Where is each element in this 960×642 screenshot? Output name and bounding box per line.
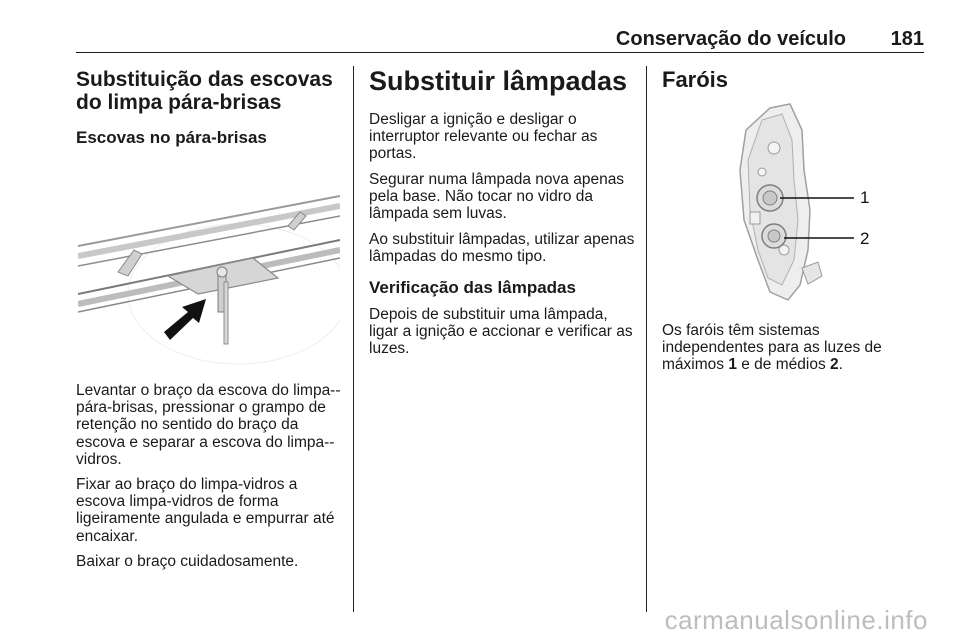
subheading-bulb-check: Verificação das lâmpadas xyxy=(369,278,576,297)
section-heading-wiper: Substituição das escovas do limpa pára-brisas xyxy=(76,68,333,114)
bulbs-paragraph-2: Segurar numa lâmpada nova apenas pela base. Não tocar no vidro da lâmpada sem luvas. xyxy=(369,171,625,223)
headlights-text-end: . xyxy=(838,356,843,374)
header-title: Conservação do veículo xyxy=(615,28,846,50)
section-heading-headlights: Faróis xyxy=(662,67,729,92)
headlights-paragraph xyxy=(662,322,924,374)
bulbs-paragraph-3: Ao substituir lâmpadas, utilizar apenas lâmpadas do mesmo tipo. xyxy=(369,231,635,266)
wiper-paragraph-3: Baixar o braço cuidadosamente. xyxy=(76,553,299,570)
bulbs-paragraph-4: Depois de substituir uma lâmpada, ligar a ignição e accionar e verificar as luzes. xyxy=(369,306,633,358)
column-divider-1 xyxy=(353,66,354,612)
column-divider-2 xyxy=(646,66,647,612)
subheading-windscreen-wipers: Escovas no pára-brisas xyxy=(76,128,267,147)
headlights-text-mid: e de médios xyxy=(736,356,831,374)
wiper-paragraph-2: Fixar ao braço do limpa-vidros a escova limpa-vidros de forma ligeiramente angulada e empurrar até encaixar. xyxy=(76,476,335,545)
headlights-bold-1: 1 xyxy=(728,356,737,374)
section-heading-bulbs: Substituir lâmpadas xyxy=(369,66,628,96)
page-header xyxy=(76,26,924,53)
callout-label-2: 2 xyxy=(860,229,870,248)
watermark: carmanualsonline.info xyxy=(664,605,928,635)
headlights-bold-2: 2 xyxy=(830,356,839,374)
bulbs-paragraph-1: Desligar a ignição e desligar o interruptor relevante ou fechar as portas. xyxy=(369,111,598,163)
wiper-paragraph-1: Levantar o braço da escova do limpa--pára-brisas, pressionar o grampo de retenção no sentido do braço da escova e separar a escova do limpa--vidros. xyxy=(76,382,341,468)
wiper-illustration xyxy=(78,154,340,366)
callout-label-1: 1 xyxy=(860,188,870,207)
headlight-illustration xyxy=(662,100,924,310)
page-number: 181 xyxy=(890,28,924,50)
headlights-text-start: Os faróis têm sistemas independentes para as luzes de máximos xyxy=(662,322,882,374)
